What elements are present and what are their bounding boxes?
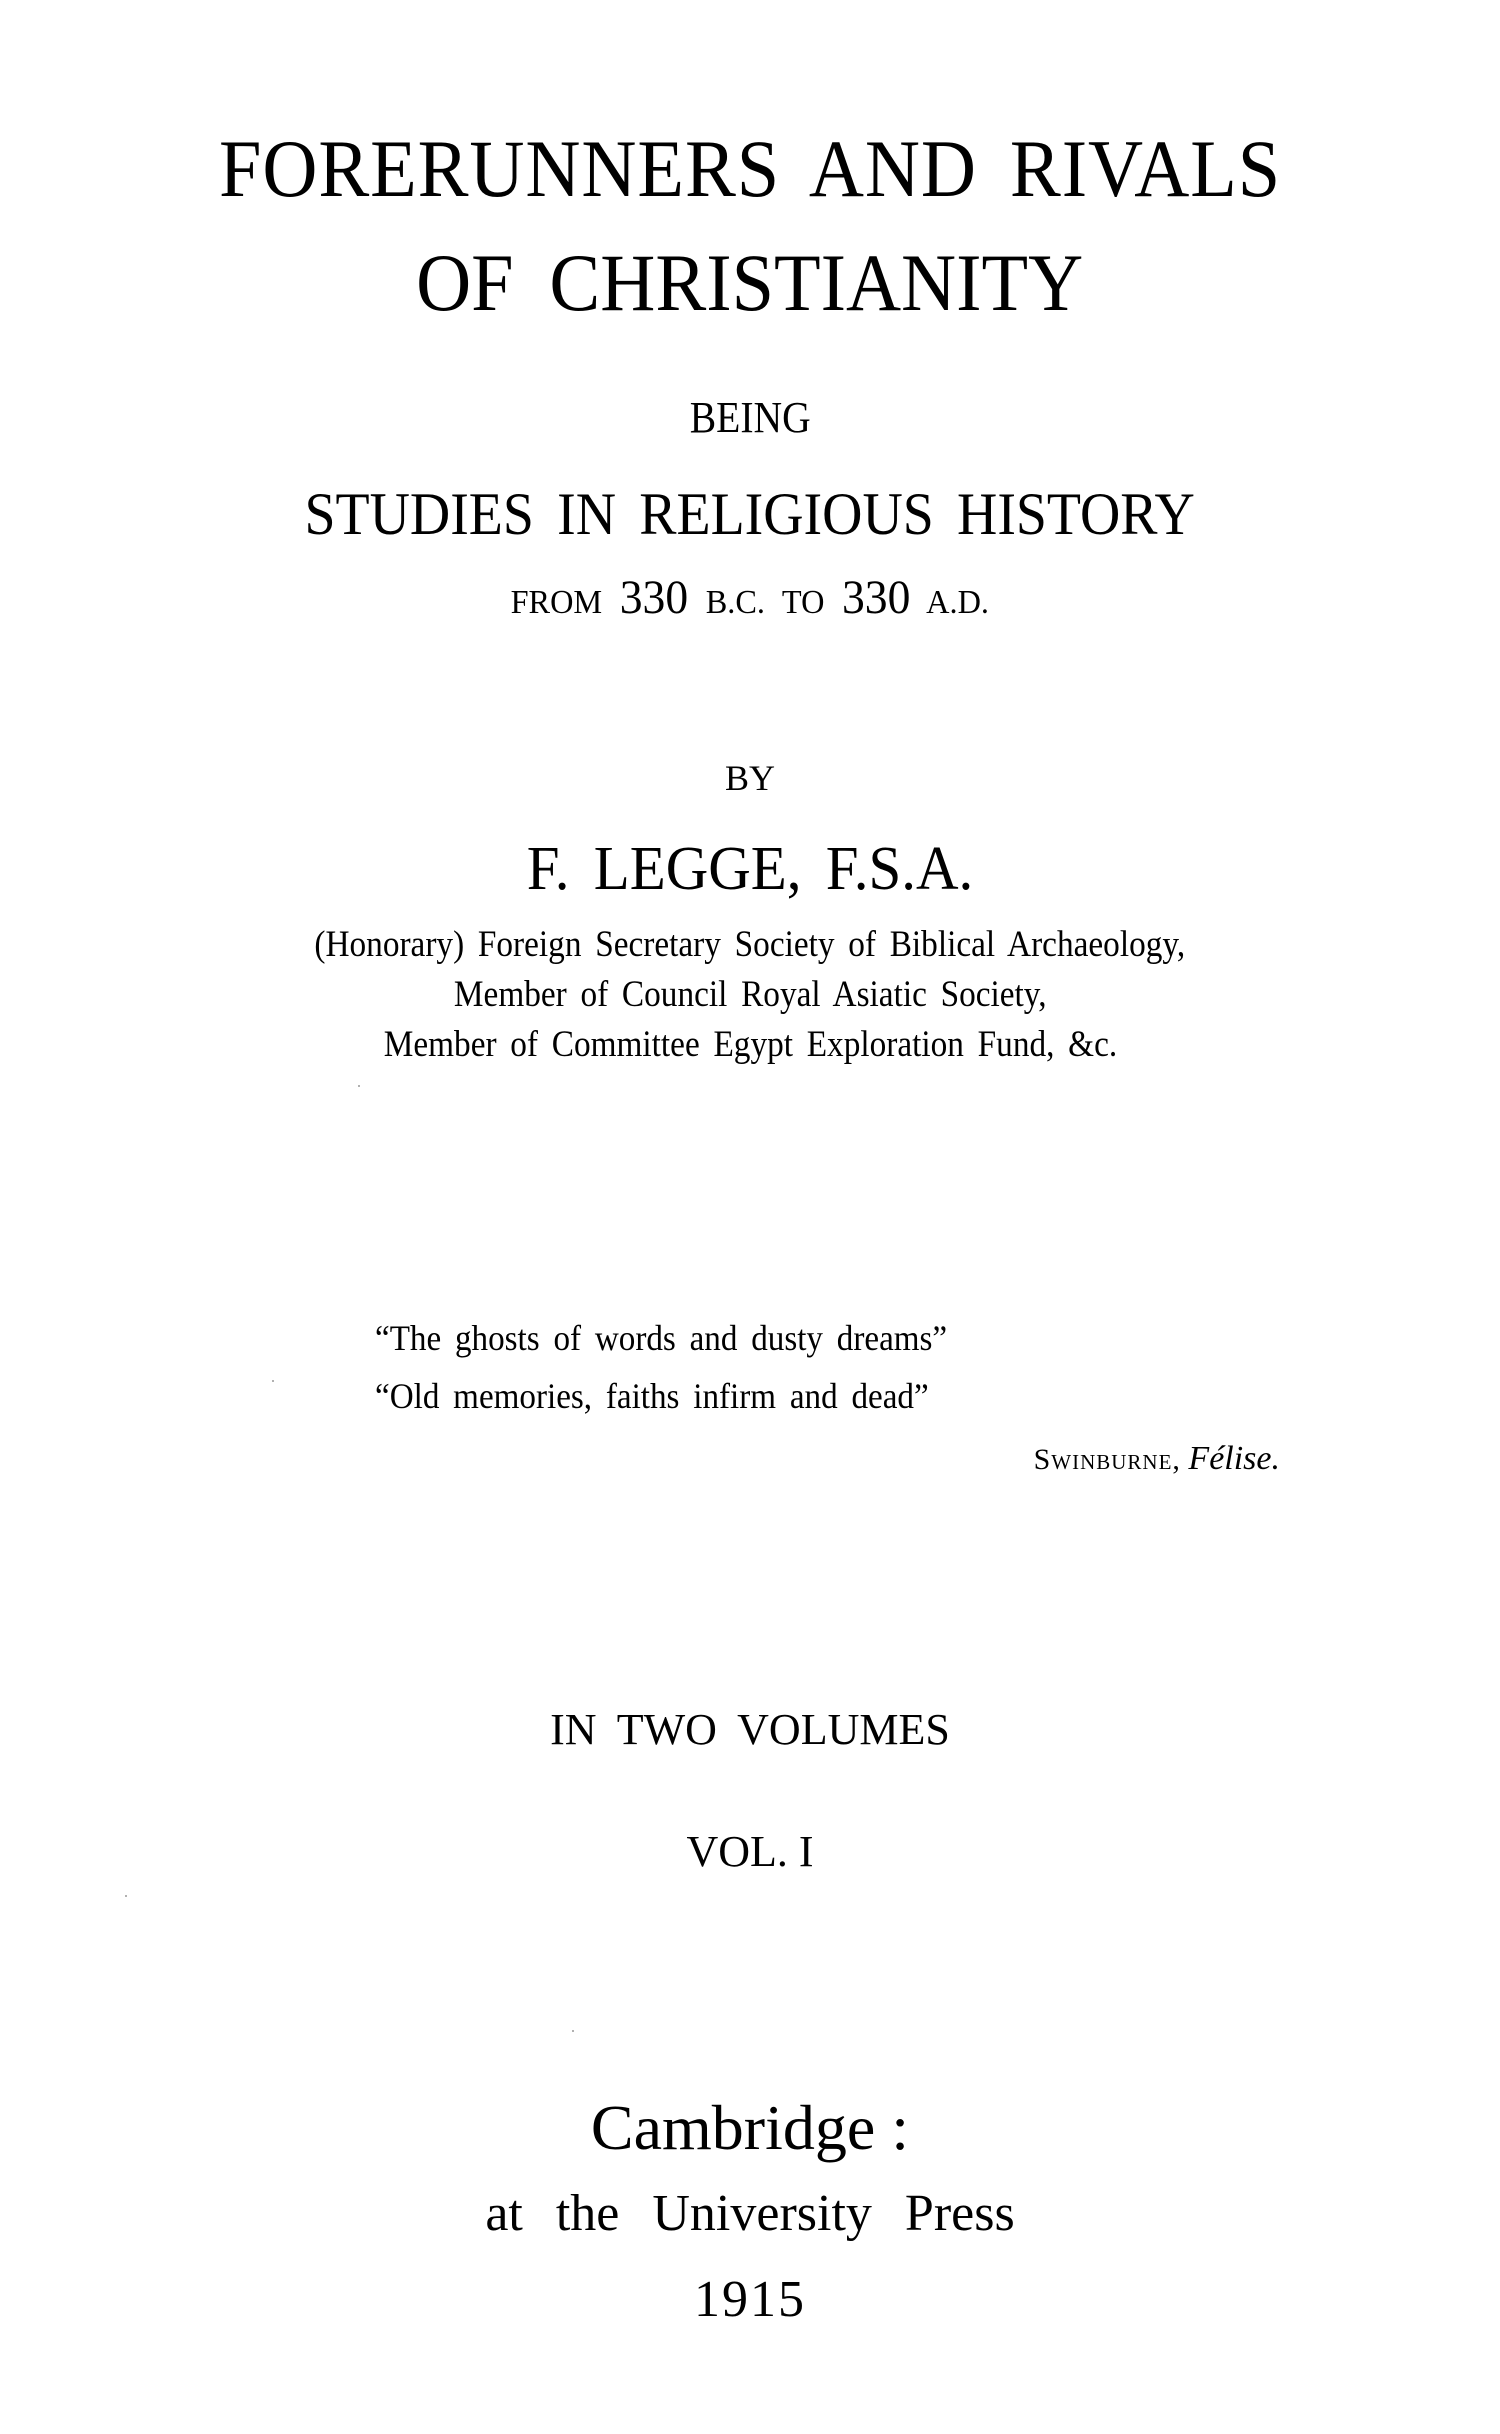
subtitle: STUDIES IN RELIGIOUS HISTORY: [304, 481, 1196, 547]
attribution-work: Félise.: [1188, 1440, 1280, 1477]
start-year: 330: [619, 571, 689, 624]
scan-speck: [272, 1380, 274, 1382]
from-label: FROM: [510, 584, 603, 621]
author-credential: Member of Committee Egypt Exploration Fund, &c.: [383, 1024, 1117, 1065]
date-range: [0, 571, 1500, 624]
start-era: B.C.: [705, 584, 766, 621]
imprint-publisher: at the University Press: [485, 2185, 1015, 2242]
epigraph-attribution: [1034, 1442, 1280, 1476]
author-credential: (Honorary) Foreign Secretary Society of Biblical Archaeology,: [314, 924, 1186, 965]
author-credential: Member of Council Royal Asiatic Society,: [453, 974, 1047, 1015]
attribution-author: Swinburne,: [1033, 1443, 1181, 1476]
author-name: F. LEGGE, F.S.A.: [526, 835, 974, 903]
by-label: BY: [724, 758, 775, 798]
title-line-2: OF CHRISTIANITY: [416, 237, 1084, 328]
imprint-year: 1915: [694, 2271, 806, 2328]
to-label: TO: [782, 584, 825, 621]
subtitle-connector: BEING: [689, 393, 811, 442]
end-era: A.D.: [926, 584, 990, 621]
epigraph-line: “Old memories, faiths infirm and dead”: [375, 1376, 929, 1416]
imprint-city: Cambridge :: [590, 2092, 910, 2163]
volume-set: IN TWO VOLUMES: [550, 1705, 950, 1754]
end-year: 330: [842, 571, 911, 624]
scan-speck: [125, 1895, 127, 1897]
scan-speck: [572, 2030, 574, 2032]
epigraph-line: “The ghosts of words and dusty dreams”: [375, 1318, 948, 1358]
volume-number: VOL. I: [686, 1827, 814, 1876]
title-line-1: FORERUNNERS AND RIVALS: [218, 123, 1282, 214]
scan-speck: [358, 1085, 360, 1087]
